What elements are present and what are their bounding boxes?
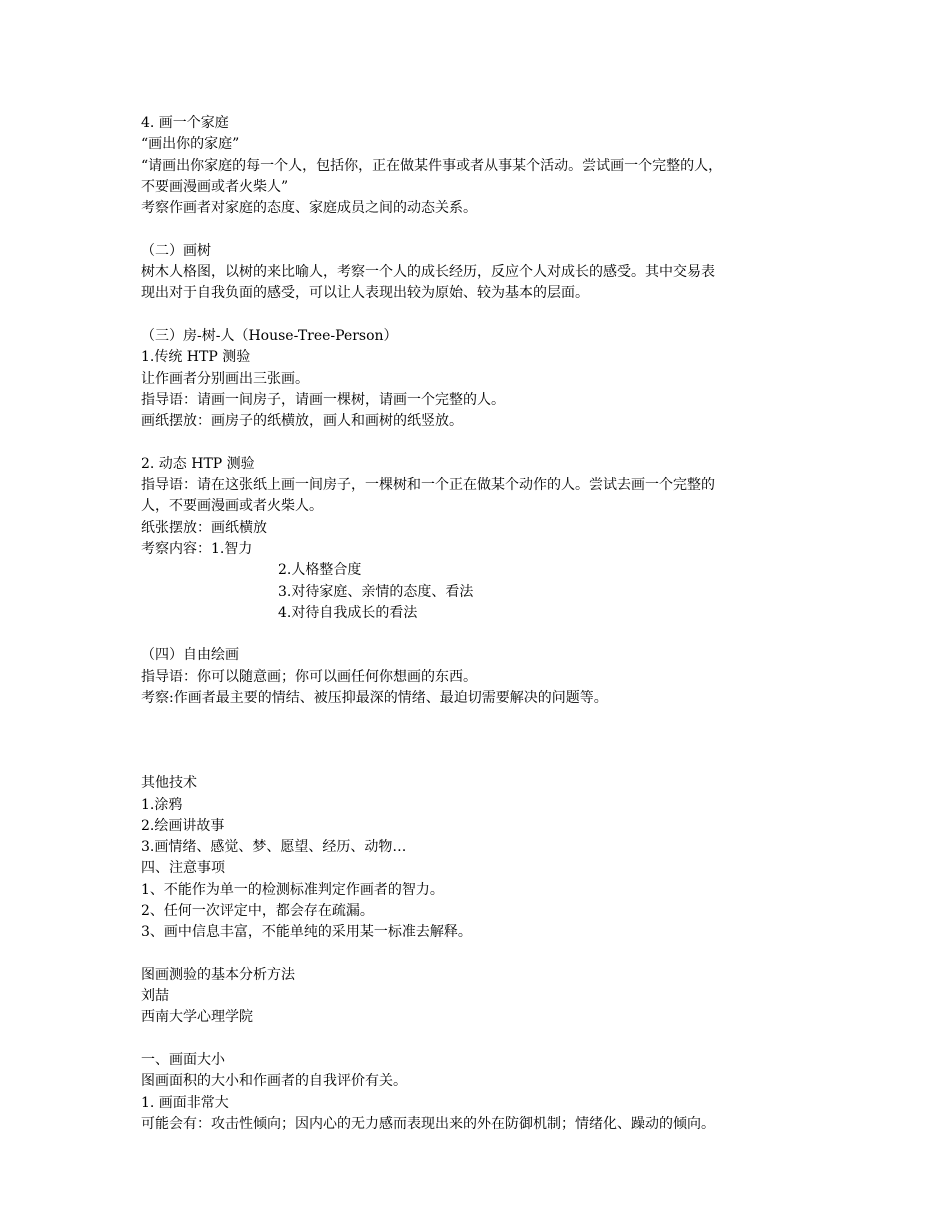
text-line: 纸张摆放：画纸横放 — [141, 519, 267, 536]
blank-line — [141, 752, 821, 773]
list-item: 2.人格整合度 — [278, 562, 362, 579]
heading-draw-family: 4. 画一个家庭 — [141, 115, 229, 131]
text-line: 考察:作画者最主要的情结、被压抑最深的情绪、最迫切需要解决的问题等。 — [141, 690, 608, 707]
text-line: 人，不要画漫画或者火柴人。 — [141, 498, 323, 515]
text-line: 考察内容：1.智力 — [141, 540, 253, 557]
list-item: 2.绘画讲故事 — [141, 817, 225, 834]
blank-line — [141, 944, 821, 965]
document-page — [141, 113, 821, 1135]
list-item: 1、不能作为单一的检测标准判定作画者的智力。 — [141, 881, 444, 898]
list-item: 1.涂鸦 — [141, 796, 183, 813]
text-line: 不要画漫画或者火柴人” — [141, 178, 289, 195]
blank-line — [141, 219, 821, 240]
text-line: 现出对于自我负面的感受，可以让人表现出较为原始、较为基本的层面。 — [141, 285, 589, 302]
heading-htp: （三）房-树-人（House-Tree-Person） — [141, 327, 398, 344]
text-line: 画纸摆放：画房子的纸横放，画人和画树的纸竖放。 — [141, 413, 463, 430]
article-title: 图画测验的基本分析方法 — [141, 966, 295, 983]
blank-line — [141, 1029, 821, 1050]
author-name: 刘喆 — [141, 988, 169, 1005]
heading-draw-tree: （二）画树 — [141, 242, 211, 259]
text-line: 考察作画者对家庭的态度、家庭成员之间的动态关系。 — [141, 200, 477, 217]
text-line: 让作画者分别画出三张画。 — [141, 370, 309, 387]
heading-other-techniques: 其他技术 — [141, 775, 197, 792]
blank-line — [141, 709, 821, 752]
blank-line — [141, 305, 821, 326]
heading-free-drawing: （四）自由绘画 — [141, 647, 239, 664]
heading-notes: 四、注意事项 — [141, 860, 225, 877]
subheading-traditional-htp: 1.传统 HTP 测验 — [141, 349, 251, 366]
list-item: 4.对待自我成长的看法 — [278, 604, 418, 621]
text-line: “请画出你家庭的每一个人，包括你，正在做某件事或者从事某个活动。尝试画一个完整的人， — [141, 157, 723, 174]
subheading-dynamic-htp: 2. 动态 HTP 测验 — [141, 455, 255, 472]
heading-picture-size: 一、画面大小 — [141, 1052, 225, 1069]
subheading-very-large: 1. 画面非常大 — [141, 1094, 229, 1111]
list-item: 3、画中信息丰富，不能单纯的采用某一标准去解释。 — [141, 924, 472, 941]
list-item: 3.对待家庭、亲情的态度、看法 — [278, 583, 474, 600]
text-line: 可能会有：攻击性倾向；因内心的无力感而表现出来的外在防御机制；情绪化、躁动的倾向。 — [141, 1115, 715, 1132]
text-line: 指导语：请在这张纸上画一间房子，一棵树和一个正在做某个动作的人。尝试去画一个完整的 — [141, 477, 715, 494]
list-item: 3.画情绪、感觉、梦、愿望、经历、动物… — [141, 839, 407, 856]
text-line: 指导语：你可以随意画；你可以画任何你想画的东西。 — [141, 668, 477, 685]
list-item: 2、任何一次评定中，都会存在疏漏。 — [141, 902, 374, 919]
text-line: 图画面积的大小和作画者的自我评价有关。 — [141, 1073, 407, 1090]
quote-line: “画出你的家庭” — [141, 136, 240, 153]
blank-line — [141, 624, 821, 645]
author-affiliation: 西南大学心理学院 — [141, 1009, 253, 1026]
text-line: 树木人格图，以树的来比喻人，考察一个人的成长经历，反应个人对成长的感受。其中交易表 — [141, 264, 715, 281]
text-line: 指导语：请画一间房子，请画一棵树，请画一个完整的人。 — [141, 391, 505, 408]
blank-line — [141, 432, 821, 453]
